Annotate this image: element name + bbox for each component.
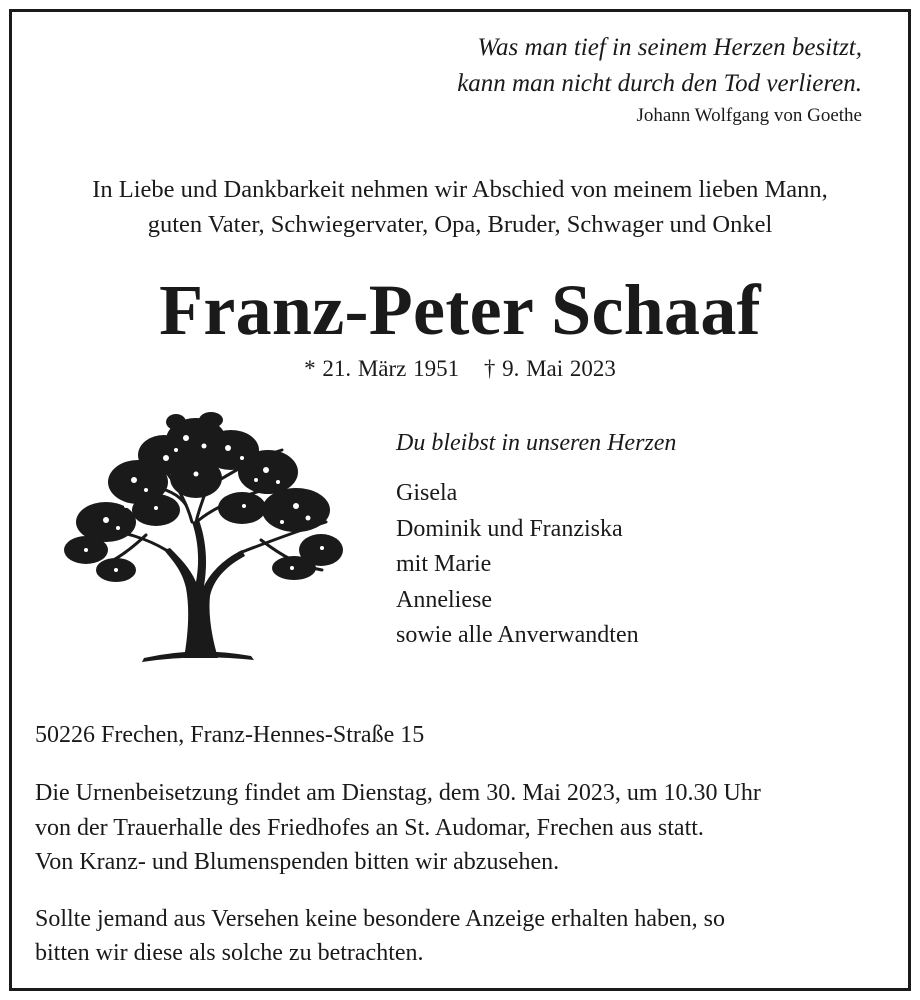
ceremony-details: [35, 776, 761, 880]
intro-line-2: guten Vater, Schwiegervater, Opa, Bruder, Schwager und Onkel: [147, 211, 773, 238]
deceased-name: Franz-Peter Schaaf: [159, 270, 761, 350]
notice-line-1: Sollte jemand aus Versehen keine besondere Anzeige erhalten haben, so: [35, 906, 725, 932]
goethe-quote: [457, 30, 862, 130]
farewell-intro: [0, 172, 920, 242]
tree-icon: [46, 410, 346, 665]
quote-author: Johann Wolfgang von Goethe: [636, 105, 862, 126]
ceremony-line-2: von der Trauerhalle des Friedhofes an St. Audomar, Frechen aus statt.: [35, 814, 704, 841]
mourner-name: Gisela: [396, 480, 458, 506]
notice-line-2: bitten wir diese als solche zu betrachten.: [35, 940, 424, 966]
quote-line-1: Was man tief in seinem Herzen besitzt,: [477, 34, 862, 61]
ceremony-line-1: Die Urnenbeisetzung findet am Dienstag, dem 30. Mai 2023, um 10.30 Uhr: [35, 780, 761, 806]
ceremony-line-3: Von Kranz- und Blumenspenden bitten wir abzusehen.: [35, 849, 560, 875]
family-motto: Du bleibst in unseren Herzen: [396, 430, 677, 456]
family-address: 50226 Frechen, Franz-Hennes-Straße 15: [35, 722, 425, 748]
mourner-name: sowie alle Anverwandten: [396, 622, 639, 648]
quote-line-2: kann man nicht durch den Tod verlieren.: [457, 70, 862, 97]
life-dates: [0, 354, 920, 384]
death-date: † 9. Mai 2023: [483, 356, 616, 381]
intro-line-1: In Liebe und Dankbarkeit nehmen wir Abschied von meinem lieben Mann,: [92, 176, 828, 203]
mourner-name: Anneliese: [396, 586, 492, 613]
birth-date: * 21. März 1951: [304, 356, 460, 381]
mourners-list: [396, 425, 676, 654]
mourner-name: mit Marie: [396, 551, 492, 577]
mourner-name: Dominik und Franziska: [396, 515, 623, 542]
notice-text: [35, 902, 725, 970]
